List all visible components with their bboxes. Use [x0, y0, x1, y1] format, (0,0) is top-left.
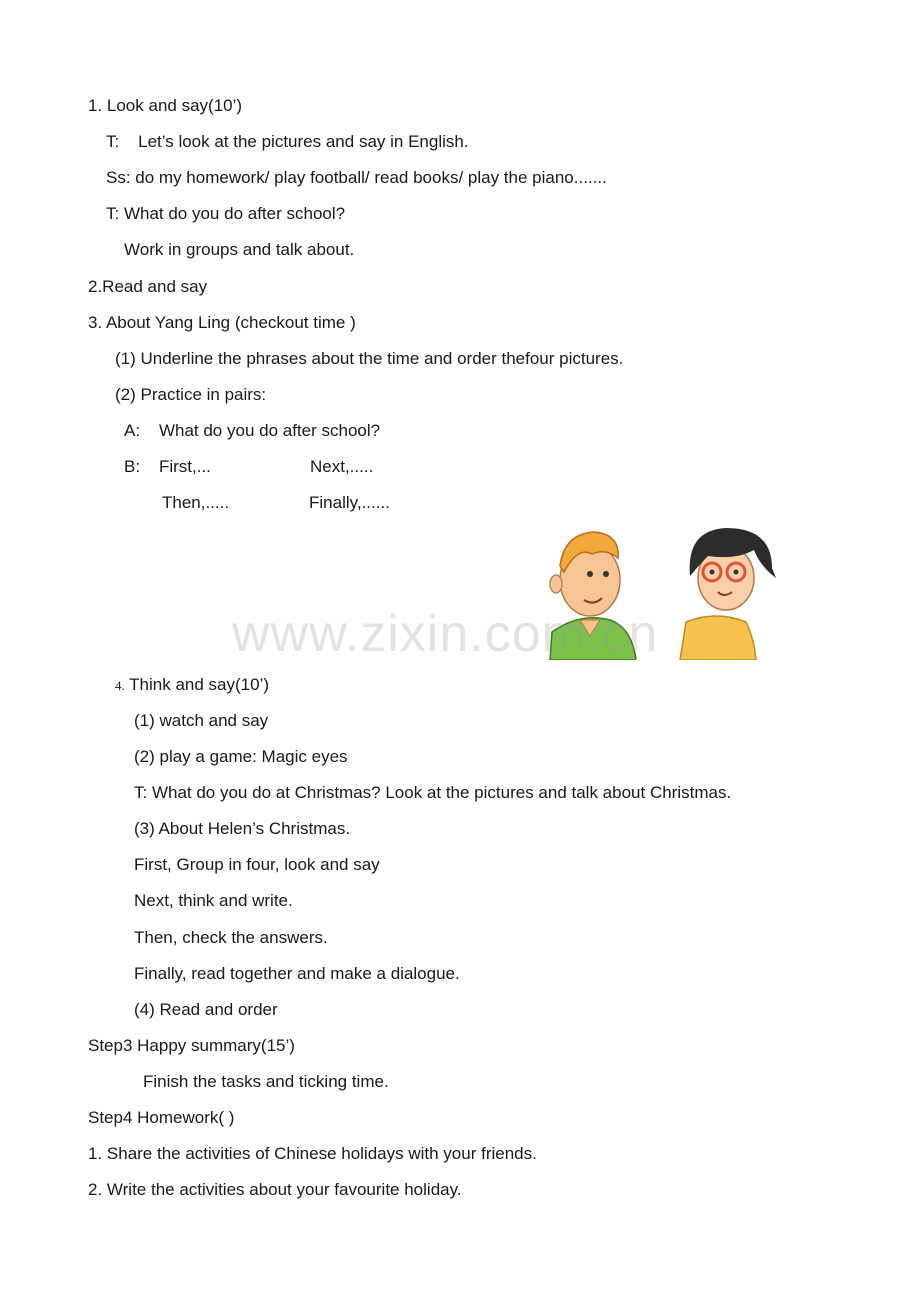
- magic-eyes-game: (2) play a game: Magic eyes: [134, 747, 348, 766]
- homework-item-1: 1. Share the activities of Chinese holidays with your friends.: [88, 1144, 537, 1163]
- practice-pairs: (2) Practice in pairs:: [115, 385, 267, 404]
- underline-instruction: (1) Underline the phrases about the time and order thefour pictures.: [115, 349, 624, 368]
- section-about-yang-ling: 3. About Yang Ling (checkout time ): [88, 313, 356, 332]
- step4-heading: Step4 Homework( ): [88, 1108, 235, 1127]
- dialogue-b-next: Next,.....: [310, 457, 374, 476]
- dialogue-a: A: What do you do after school?: [124, 421, 381, 440]
- dialogue-b-finally: Finally,......: [309, 493, 390, 512]
- step3-heading: Step3 Happy summary(15’): [88, 1036, 295, 1055]
- homework-item-2: 2. Write the activities about your favourite holiday.: [88, 1180, 462, 1199]
- step3-text: Finish the tasks and ticking time.: [143, 1072, 389, 1091]
- section-look-and-say: 1. Look and say(10’): [88, 96, 243, 115]
- item-title: Think and say(10’): [129, 675, 270, 694]
- watermark: www.zixin.com.cn: [232, 605, 659, 663]
- section-read-and-say: 2.Read and say: [88, 277, 208, 296]
- section-think-and-say: [115, 675, 269, 696]
- christmas-question: T: What do you do at Christmas? Look at the pictures and talk about Christmas.: [134, 783, 732, 802]
- read-and-order: (4) Read and order: [134, 1000, 278, 1019]
- students-line: Ss: do my homework/ play football/ read books/ play the piano.......: [106, 168, 607, 187]
- dialogue-b-first: B: First,...: [124, 457, 211, 476]
- dialogue-b-then: Then,.....: [162, 493, 230, 512]
- teacher-line: T: Let’s look at the pictures and say in English.: [106, 132, 469, 151]
- girl-figure: [680, 528, 776, 660]
- group-work-line: Work in groups and talk about.: [124, 240, 355, 259]
- step-finally: Finally, read together and make a dialogue.: [134, 964, 460, 983]
- item-number: 4.: [115, 678, 125, 693]
- watch-and-say: (1) watch and say: [134, 711, 269, 730]
- step-first: First, Group in four, look and say: [134, 855, 380, 874]
- step-then: Then, check the answers.: [134, 928, 328, 947]
- helens-christmas: (3) About Helen’s Christmas.: [134, 819, 351, 838]
- teacher-question: T: What do you do after school?: [106, 204, 346, 223]
- step-next: Next, think and write.: [134, 891, 293, 910]
